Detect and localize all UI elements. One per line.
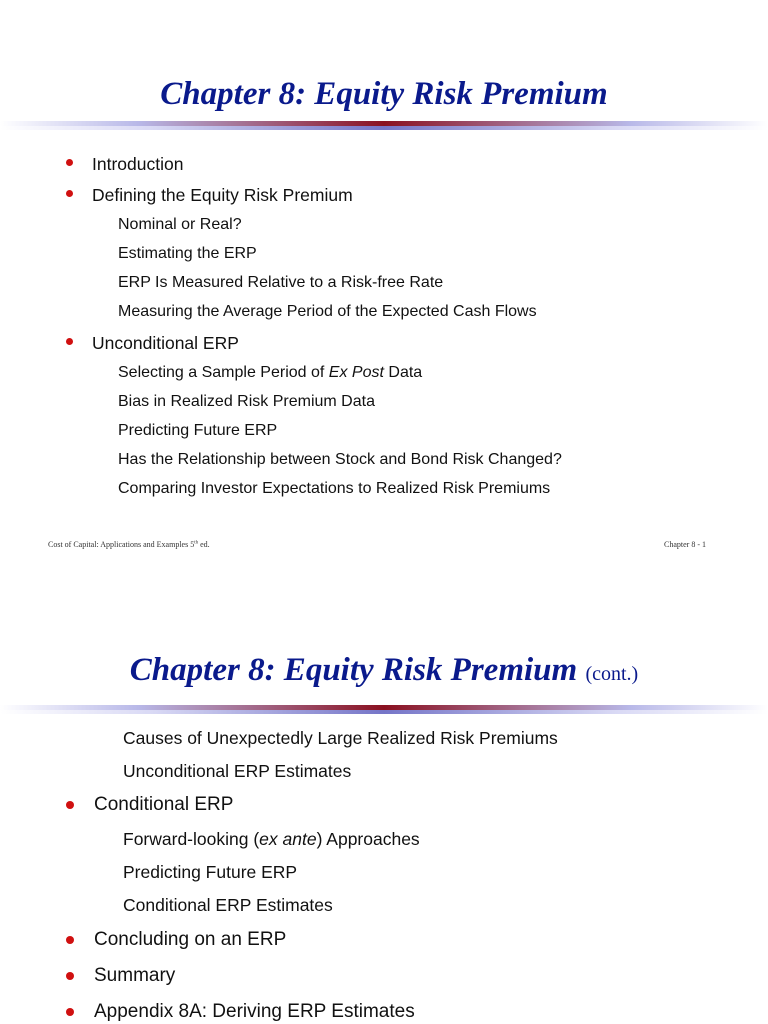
- toc-subitem-text: Selecting a Sample Period of: [118, 364, 329, 381]
- footer-text: Cost of Capital: Applications and Examples 5: [48, 540, 195, 549]
- slide-1-footer-right: Chapter 8 - 1: [664, 540, 706, 549]
- toc-subitem: Measuring the Average Period of the Expected Cash Flows: [118, 303, 537, 320]
- toc-subitem-text: ) Approaches: [316, 829, 420, 849]
- toc-subitem: Nominal or Real?: [118, 216, 242, 233]
- toc-subitem: Conditional ERP Estimates: [123, 895, 333, 915]
- slide-1-title-rule: [0, 119, 768, 133]
- toc-item-concluding-erp: Concluding on an ERP: [94, 929, 287, 950]
- toc-item-introduction: Introduction: [92, 154, 184, 174]
- toc-subitem: [118, 364, 422, 382]
- slide-1-title: Chapter 8: Equity Risk Premium: [160, 76, 608, 112]
- toc-item-conditional-erp: Conditional ERP: [94, 794, 234, 815]
- toc-subitem: Causes of Unexpectedly Large Realized Risk Premiums: [123, 728, 558, 748]
- toc-subitem: ERP Is Measured Relative to a Risk-free Rate: [118, 274, 444, 291]
- bullet-icon: [66, 936, 74, 944]
- toc-subitem: Has the Relationship between Stock and Bond Risk Changed?: [118, 451, 562, 468]
- footer-text: ed.: [198, 540, 210, 549]
- bullet-icon: [66, 801, 74, 809]
- bullet-icon: [66, 190, 73, 197]
- toc-subitem-text: Forward-looking (: [123, 829, 260, 849]
- toc-item-unconditional-erp: Unconditional ERP: [92, 333, 239, 353]
- toc-item-defining-erp: Defining the Equity Risk Premium: [92, 185, 353, 205]
- toc-subitem-text: Data: [383, 364, 423, 381]
- bullet-icon: [66, 338, 73, 345]
- toc-subitem: Predicting Future ERP: [118, 422, 278, 439]
- toc-subitem: Predicting Future ERP: [123, 862, 298, 882]
- toc-subitem: [123, 829, 420, 850]
- toc-subitem: Estimating the ERP: [118, 245, 257, 262]
- toc-item-summary: Summary: [94, 965, 176, 986]
- toc-subitem: Unconditional ERP Estimates: [123, 761, 352, 781]
- toc-subitem-italic: Ex Post: [328, 364, 384, 381]
- toc-subitem: Comparing Investor Expectations to Realized Risk Premiums: [118, 480, 551, 497]
- toc-subitem-italic: ex ante: [259, 829, 317, 849]
- footer-sup: th: [194, 540, 199, 546]
- bullet-icon: [66, 159, 73, 166]
- slide-2-title: [0, 650, 768, 694]
- slide-2-title-rule: [0, 703, 768, 717]
- toc-subitem: Bias in Realized Risk Premium Data: [118, 393, 375, 410]
- slide-2-title-suffix: (cont.): [585, 663, 639, 685]
- toc-item-appendix-8a: Appendix 8A: Deriving ERP Estimates: [94, 1001, 415, 1022]
- bullet-icon: [66, 972, 74, 980]
- slide-2: [0, 620, 768, 1024]
- slide-2-title-text: Chapter 8: Equity Risk Premium: [129, 652, 578, 688]
- slide-1-footer-left: [48, 540, 210, 549]
- bullet-icon: [66, 1008, 74, 1016]
